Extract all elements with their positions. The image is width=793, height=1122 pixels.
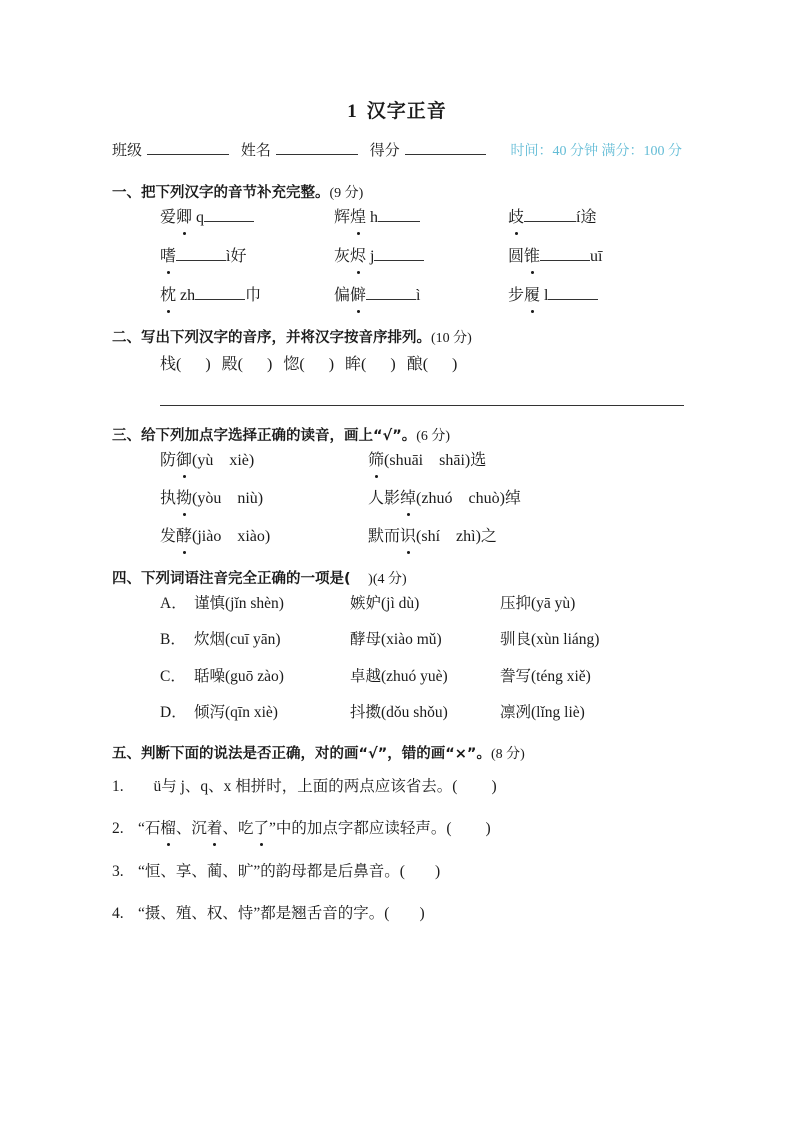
char-pre: 圆 [508, 248, 525, 265]
answer-blank[interactable] [378, 208, 420, 222]
dotted-char: 筛 [368, 449, 384, 473]
statement-text: “恒、享、蔺、旷”的韵母都是后鼻音。( [138, 862, 405, 880]
dotted-char: 着 [207, 817, 223, 840]
char-pre: 辉 [334, 209, 351, 226]
section-three-row [160, 449, 682, 473]
option-word: 卓越(zhuó yuè) [350, 667, 448, 685]
section-five-points: (8 分) [490, 747, 525, 762]
pinyin-suffix: 巾 [245, 287, 262, 304]
pinyin-prefix: q [192, 209, 205, 226]
word-tail: 之 [480, 528, 497, 545]
pronunciation-choice[interactable] [368, 487, 521, 511]
dotted-char: 酵 [176, 525, 192, 549]
worksheet-content [112, 96, 682, 944]
pinyin-options[interactable]: (jiào xiào) [192, 528, 271, 545]
pinyin-item[interactable] [160, 245, 334, 269]
section-one-body [112, 206, 682, 308]
dotted-char: 榴 [160, 817, 176, 840]
pinyin-options[interactable]: (shuāi shāi) [384, 452, 471, 469]
pronunciation-choice[interactable] [160, 449, 368, 473]
paren-close: ) [419, 904, 425, 922]
dotted-char: 锥 [524, 245, 540, 269]
pinyin-item[interactable] [508, 206, 682, 230]
list-item[interactable]: 眸( ) [345, 356, 396, 373]
statement-text [138, 820, 452, 837]
dotted-char: 煌 [350, 206, 366, 230]
pronunciation-choice[interactable] [368, 449, 486, 473]
pinyin-item[interactable] [334, 284, 508, 308]
option-word: 倾泻(qīn xiè) [194, 703, 278, 721]
dotted-char: 履 [524, 284, 540, 308]
pinyin-options[interactable]: (zhuó chuò) [416, 490, 505, 507]
item-number: 3. [112, 862, 124, 880]
pronunciation-choice[interactable] [160, 525, 368, 549]
option-label: D． [160, 703, 187, 721]
option-word: 誊写(téng xiě) [500, 667, 591, 685]
word-pre: 执 [160, 490, 177, 507]
option-word: 驯良(xùn liáng) [500, 631, 600, 649]
char-with-paren: 栈( [160, 356, 182, 373]
option-word: 聒噪(guō zào) [194, 667, 284, 685]
pinyin-options[interactable]: (shí zhì) [416, 528, 481, 545]
answer-blank[interactable] [195, 286, 245, 300]
answer-blank[interactable] [374, 247, 424, 261]
score-input-blank[interactable] [405, 141, 487, 155]
section-four-body [112, 592, 682, 724]
section-three [112, 424, 682, 549]
section-two-points: (10 分) [431, 331, 472, 346]
text-segment: ”中的加点字都应读轻声。( [268, 820, 452, 838]
char-pre: 爱 [160, 209, 177, 226]
option-word: 谨慎(jǐn shèn) [194, 595, 284, 612]
section-two-body [112, 351, 682, 406]
option-row[interactable] [160, 701, 682, 724]
pinyin-prefix: zh [176, 287, 196, 304]
pinyin-suffix: ì好 [226, 248, 247, 265]
word-pre: 人影 [368, 490, 401, 507]
word-tail: 选 [470, 452, 487, 469]
pinyin-item[interactable] [334, 245, 508, 269]
pinyin-item[interactable] [508, 245, 682, 269]
word-pre: 默而 [368, 528, 401, 545]
pinyin-prefix: l [540, 287, 549, 304]
section-five-heading [112, 742, 682, 763]
dotted-char: 枕 [160, 284, 176, 308]
dotted-char: 烬 [350, 245, 366, 269]
section-two-items [160, 351, 682, 374]
pinyin-options[interactable]: (yù xiè) [192, 452, 255, 469]
section-three-points: (6 分) [416, 429, 451, 444]
section-two [112, 326, 682, 406]
item-number: 4. [112, 904, 124, 922]
section-four-heading-text: 四、下列词语注音完全正确的一项是( [112, 571, 351, 587]
pinyin-item[interactable] [508, 284, 682, 308]
option-word: 酵母(xiào mǔ) [350, 631, 442, 649]
statement-text: ü与 j、q、x 相拼时，上面的两点应该省去。( [138, 778, 458, 795]
judgement-row[interactable] [112, 860, 682, 883]
answer-gap[interactable] [351, 572, 369, 587]
option-label: A． [160, 595, 187, 612]
char-pre: 灰 [334, 248, 351, 265]
name-input-blank[interactable] [276, 141, 358, 155]
option-word: 炊烟(cuī yān) [194, 631, 281, 649]
text-segment: 、沉 [175, 820, 207, 838]
judgement-row[interactable] [112, 775, 682, 798]
section-two-heading-text: 二、写出下列汉字的音序，并将汉字按音序排列。 [112, 330, 431, 346]
section-three-row [160, 525, 682, 549]
section-four-heading [112, 567, 682, 588]
pinyin-suffix: ì [416, 287, 421, 304]
dotted-char: 卿 [176, 206, 192, 230]
section-three-row [160, 487, 682, 511]
section-three-heading [112, 424, 682, 445]
section-two-answer-line[interactable] [160, 404, 684, 406]
text-segment: “石 [138, 820, 161, 838]
option-word: 压抑(yā yù) [500, 595, 576, 612]
char-with-paren: 酿( [406, 356, 429, 373]
paren-close: ) [485, 820, 491, 838]
list-item[interactable]: 酿( ) [406, 356, 458, 373]
heading-paren-close: ) [368, 572, 373, 587]
student-info-row [112, 139, 682, 160]
dotted-char: 歧 [508, 206, 524, 230]
exam-meta: 时间：40 分钟 满分：100 分 [510, 144, 682, 159]
option-word: 抖擞(dǒu shǒu) [350, 703, 448, 721]
answer-blank[interactable] [204, 208, 254, 222]
dotted-char: 僻 [350, 284, 366, 308]
score-label: 得分 [369, 143, 400, 159]
pronunciation-choice[interactable] [160, 487, 368, 511]
option-word: 凛冽(lǐng liè) [500, 703, 585, 721]
section-one-heading [112, 181, 682, 202]
section-one-row [160, 245, 682, 269]
section-one-row [160, 206, 682, 230]
word-pre: 防 [160, 452, 177, 469]
pinyin-options[interactable]: (yòu niù) [192, 490, 264, 507]
section-one [112, 181, 682, 308]
class-label: 班级 [112, 143, 143, 159]
pinyin-item[interactable] [160, 284, 334, 308]
section-five-body [112, 775, 682, 925]
dotted-char: 绰 [400, 487, 416, 511]
answer-blank[interactable] [366, 286, 416, 300]
dotted-char: 嗜 [160, 245, 176, 269]
option-label: C． [160, 667, 186, 685]
section-one-row [160, 284, 682, 308]
option-row[interactable] [160, 592, 682, 615]
dotted-char: 识 [400, 525, 416, 549]
pinyin-suffix: í途 [576, 209, 597, 226]
char-with-paren: 殿( [221, 356, 244, 373]
class-input-blank[interactable] [147, 141, 229, 155]
char-with-paren: 眸( [345, 356, 367, 373]
answer-blank[interactable] [540, 247, 590, 261]
judgement-row[interactable] [112, 902, 682, 925]
option-row[interactable] [160, 665, 682, 688]
judgement-row[interactable] [112, 817, 682, 840]
option-word: 嫉妒(jì dù) [350, 595, 420, 612]
answer-blank[interactable] [524, 208, 576, 222]
text-segment: 、吃 [222, 820, 254, 838]
pinyin-item[interactable] [334, 206, 508, 230]
dotted-char: 了 [253, 817, 269, 840]
section-four [112, 567, 682, 724]
section-four-points: (4 分) [372, 572, 407, 587]
section-three-body [112, 449, 682, 549]
answer-blank[interactable] [176, 247, 226, 261]
paren-close: ) [434, 862, 441, 880]
page-title-text: 汉字正音 [366, 101, 447, 122]
statement-text: “摄、殖、权、恃”都是翘舌音的字。( [138, 904, 390, 922]
section-five [112, 742, 682, 925]
section-one-points: (9 分) [329, 186, 364, 201]
list-item[interactable]: 栈( ) [160, 356, 211, 373]
dotted-char: 御 [176, 449, 192, 473]
name-label: 姓名 [240, 143, 271, 159]
pinyin-prefix: h [366, 209, 379, 226]
item-number: 1. [112, 778, 124, 795]
page-title [112, 96, 682, 123]
option-row[interactable] [160, 628, 682, 651]
page-title-number: 1 [347, 101, 358, 122]
word-pre: 发 [160, 528, 177, 545]
char-with-paren: 惚( [283, 356, 305, 373]
char-pre: 步 [508, 287, 525, 304]
pinyin-prefix: j [366, 248, 375, 265]
word-tail: 绰 [504, 490, 521, 507]
answer-blank[interactable] [548, 286, 598, 300]
item-number: 2. [112, 820, 124, 838]
char-pre: 偏 [334, 287, 351, 304]
section-three-heading-text: 三、给下列加点字选择正确的读音，画上“√”。 [112, 428, 417, 444]
list-item[interactable]: 殿( ) [221, 356, 273, 373]
dotted-char: 拗 [176, 487, 192, 511]
pronunciation-choice[interactable] [368, 525, 497, 549]
section-two-heading [112, 326, 682, 347]
option-label: B． [160, 631, 186, 649]
list-item[interactable]: 惚( ) [283, 356, 335, 373]
section-five-heading-text: 五、判断下面的说法是否正确，对的画“√”，错的画“×”。 [112, 746, 491, 762]
pinyin-item[interactable] [160, 206, 334, 230]
pinyin-suffix: uī [590, 248, 603, 265]
paren-close: ) [491, 778, 497, 795]
section-one-heading-text: 一、把下列汉字的音节补充完整。 [112, 185, 330, 201]
